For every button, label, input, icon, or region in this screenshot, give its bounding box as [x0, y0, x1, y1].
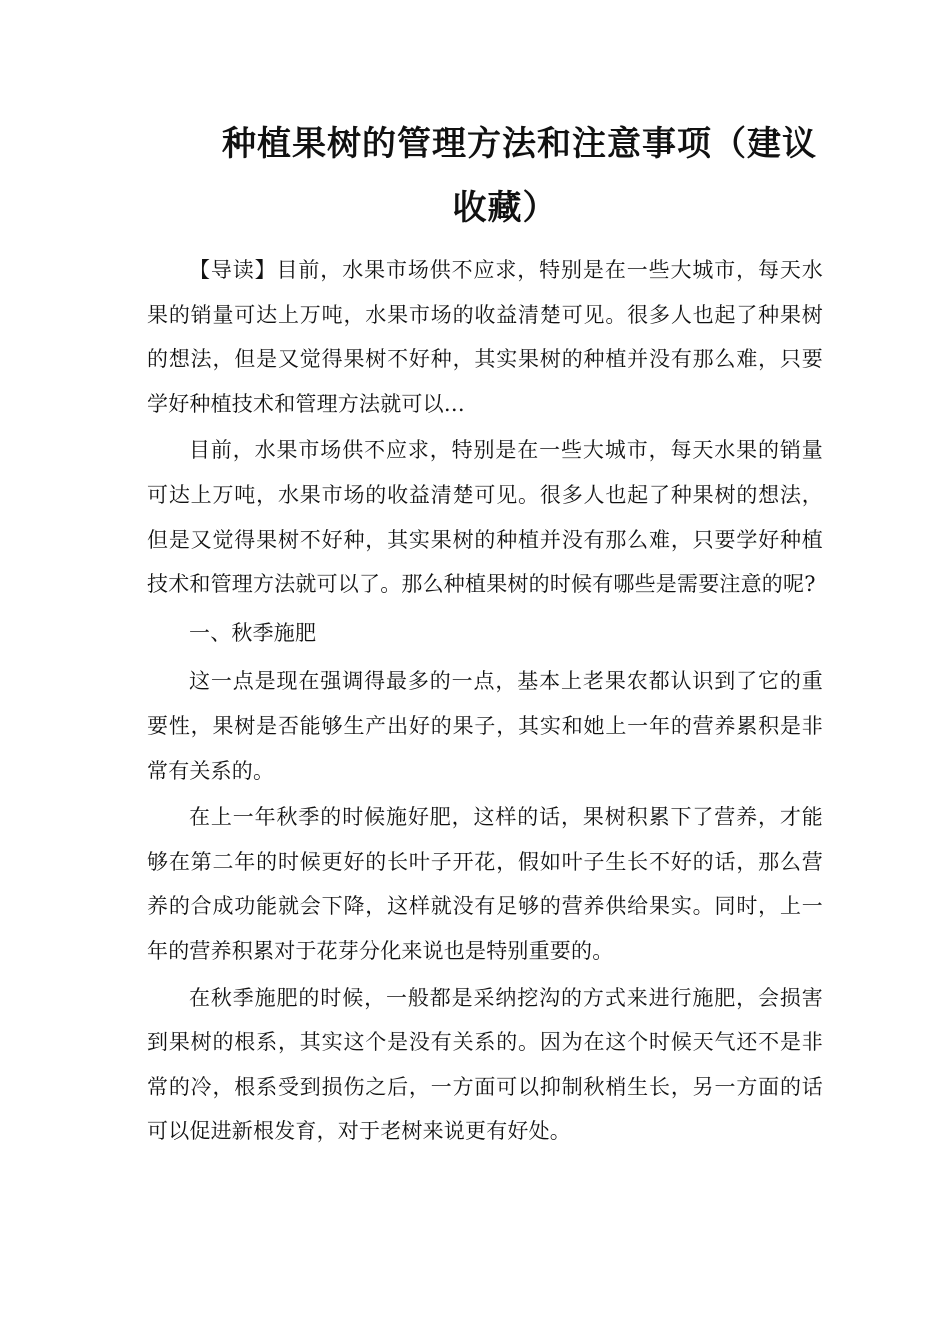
body-paragraph: 这一点是现在强调得最多的一点，基本上老果农都认识到了它的重要性，果树是否能够生产出好的果子，其实和她上一年的营养累积是非常有关系的。 [147, 669, 823, 783]
title-line-2: 收藏） [452, 188, 558, 228]
section-heading: 一、秋季施肥 [189, 620, 317, 645]
intro-paragraph: 【导读】目前，水果市场供不应求，特别是在一些大城市，每天水果的销量可达上万吨，水果市场的收益清楚可见。很多人也起了种果树的想法，但是又觉得果树不好种，其实果树的种植并没有那么难，只要学好种植技术和管理方法就可以… [147, 258, 823, 416]
document-body [147, 248, 823, 1156]
document-title [140, 112, 870, 240]
body-paragraph: 在秋季施肥的时候，一般都是采纳挖沟的方式来进行施肥，会损害到果树的根系，其实这个是没有关系的。因为在这个时候天气还不是非常的冷，根系受到损伤之后，一方面可以抑制秋梢生长，另一方面的话可以促进新根发育，对于老树来说更有好处。 [147, 985, 823, 1144]
body-paragraph: 目前，水果市场供不应求，特别是在一些大城市，每天水果的销量可达上万吨，水果市场的收益清楚可见。很多人也起了种果树的想法，但是又觉得果树不好种，其实果树的种植并没有那么难，只要学好种植技术和管理方法就可以了。那么种植果树的时候有哪些是需要注意的呢? [147, 438, 823, 597]
body-paragraph: 在上一年秋季的时候施好肥，这样的话，果树积累下了营养，才能够在第二年的时候更好的长叶子开花，假如叶子生长不好的话，那么营养的合成功能就会下降，这样就没有足够的营养供给果实。同时，上一年的营养积累对于花芽分化来说也是特别重要的。 [147, 805, 823, 963]
title-line-1: 种植果树的管理方法和注意事项（建议 [222, 124, 817, 164]
